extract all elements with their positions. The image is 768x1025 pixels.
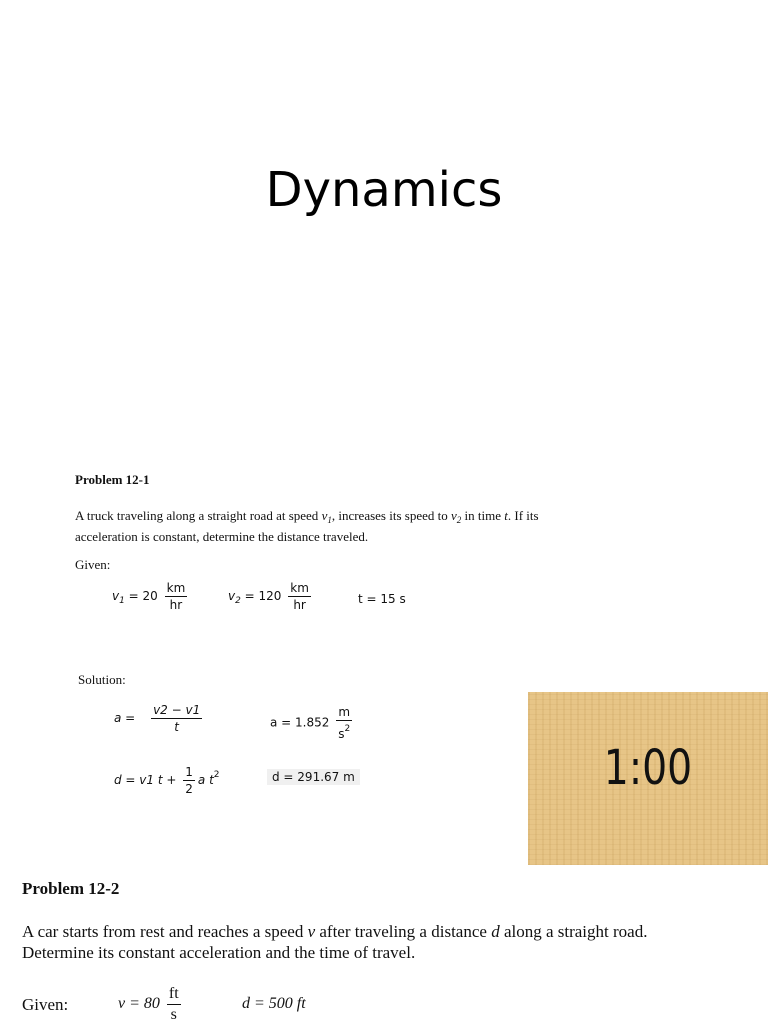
countdown-timer[interactable] — [528, 692, 768, 865]
statement-text: in time — [461, 508, 505, 523]
v2-subscript: 2 — [235, 596, 241, 606]
problem-2-given-d — [242, 995, 306, 1013]
half-den: 2 — [185, 782, 193, 796]
v1-unit-den: hr — [169, 598, 183, 612]
v2-unit-num: km — [290, 581, 309, 595]
v2-symbol: v — [228, 589, 236, 603]
problem-2-heading: Problem 12-2 — [22, 879, 120, 898]
solution-label: Solution: — [78, 672, 126, 687]
a-unit-num: m — [338, 705, 351, 719]
problem-2-given-label: Given: — [22, 995, 69, 1014]
a-fraction — [151, 702, 202, 735]
d-rest: a t — [197, 773, 214, 787]
v1-value: = 20 — [124, 589, 158, 603]
problem-2-statement-line1 — [22, 922, 647, 942]
d-eq: d = 500 ft — [242, 995, 306, 1012]
acceleration-formula — [114, 702, 205, 735]
statement-text: along a straight road. — [499, 922, 648, 941]
a-lhs: a = — [114, 711, 136, 725]
v-symbol: v — [307, 922, 316, 941]
v1-symbol: v — [112, 589, 120, 603]
given-label: Given: — [75, 557, 111, 572]
v-eq: v = 80 — [118, 995, 160, 1013]
statement-text: A truck traveling along a straight road at speed — [75, 508, 322, 523]
v-unit-num: ft — [167, 984, 181, 1005]
d-lhs: d = v1 t + — [114, 773, 177, 787]
problem-2-statement-line2: Determine its constant acceleration and the time of travel. — [22, 943, 416, 962]
v2-unit-den: hr — [293, 598, 306, 612]
distance-formula — [114, 764, 220, 797]
v1-subscript: 1 — [327, 515, 332, 525]
d-exponent: 2 — [213, 770, 220, 780]
statement-text: , increases its speed to — [331, 508, 451, 523]
given-v1-equation — [112, 580, 190, 613]
a-denominator: t — [174, 720, 179, 734]
distance-result — [267, 770, 360, 784]
v2-unit-fraction — [288, 580, 311, 613]
t-symbol: t — [504, 508, 508, 523]
v-unit-fraction — [167, 984, 181, 1025]
statement-text: . If its — [507, 508, 539, 523]
a-value: a = 1.852 — [270, 715, 330, 730]
statement-text: after traveling a distance — [315, 922, 492, 941]
v2-value: = 120 — [240, 589, 282, 603]
timer-display: 1:00 — [603, 740, 693, 796]
v1-subscript: 1 — [119, 596, 125, 606]
a-unit-den: $s^2$ — [338, 724, 351, 741]
v1-symbol: v — [321, 508, 328, 523]
a-unit-exponent: 2 — [344, 724, 351, 734]
slide-title: Dynamics — [265, 162, 503, 218]
v2-symbol: v — [450, 508, 457, 523]
d-symbol: d — [491, 922, 500, 941]
given-t-equation: t = 15 s — [358, 592, 406, 606]
v1-unit-fraction — [165, 580, 188, 613]
a-numerator: v2 − v1 — [153, 703, 201, 717]
problem-1-statement-line2: acceleration is constant, determine the distance traveled. — [75, 529, 369, 544]
statement-text: A car starts from rest and reaches a speed — [22, 922, 308, 941]
half-num: 1 — [185, 765, 193, 779]
half-fraction — [183, 764, 195, 797]
problem-1-statement-line1 — [75, 508, 539, 525]
given-v2-equation — [228, 580, 314, 613]
v1-unit-num: km — [166, 581, 186, 595]
d-value: d = 291.67 m — [267, 769, 360, 785]
a-unit-fraction — [336, 704, 352, 742]
acceleration-result — [270, 704, 355, 742]
v2-subscript: 2 — [456, 515, 462, 525]
problem-1-heading: Problem 12-1 — [75, 472, 150, 487]
problem-2-given-v — [118, 984, 184, 1025]
v-unit-den: s — [170, 1006, 177, 1023]
